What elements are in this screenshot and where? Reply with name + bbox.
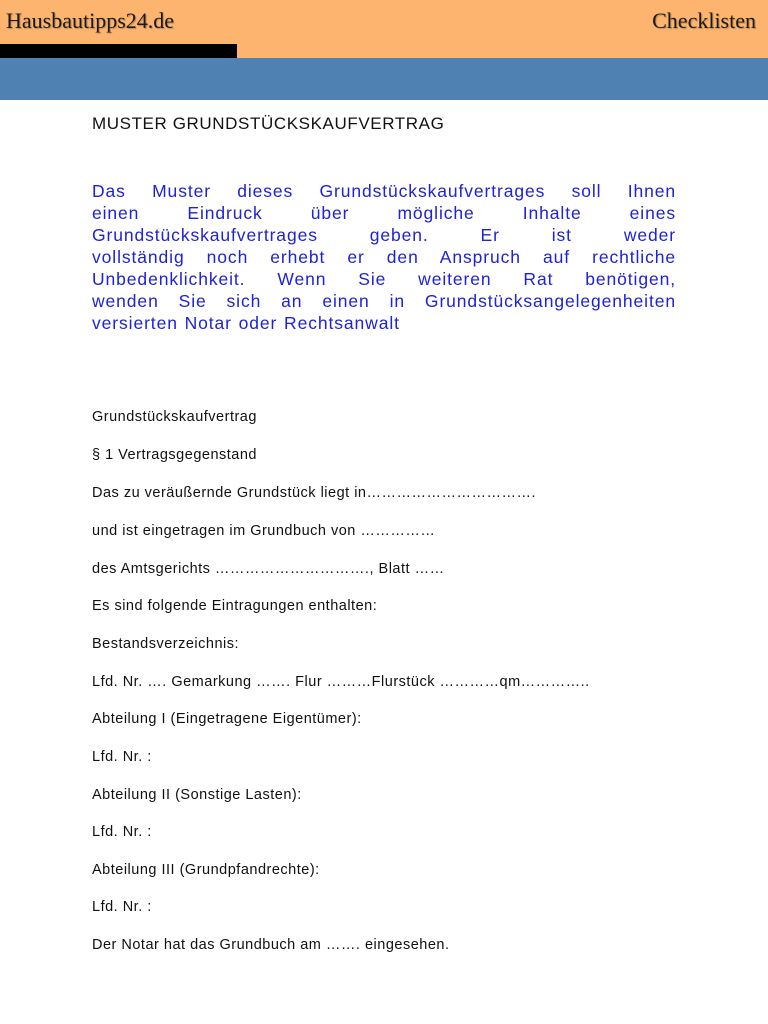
contract-text-line: Abteilung II (Sonstige Lasten): [92,787,302,803]
contract-text-line: Es sind folgende Eintragungen enthalten: [92,598,378,614]
contract-text-line: Lfd. Nr. : [92,824,152,840]
contract-text-line: Der Notar hat das Grundbuch am ……. eingesehen. [92,937,450,953]
contract-text-line: Lfd. Nr. : [92,749,152,765]
site-name: Hausbautipps24.de [6,8,175,33]
intro-line: versierten Notar oder Rechtsanwalt [92,313,400,333]
contract-text-line: Lfd. Nr. : [92,899,152,915]
header-divider [0,44,237,58]
contract-text-line: Abteilung I (Eingetragene Eigentümer): [92,711,362,727]
header-blue-bar [0,58,768,100]
contract-text-line: Bestandsverzeichnis: [92,636,240,652]
intro-line: Das Muster dieses Grundstückskaufvertrages soll Ihnen [92,181,676,201]
contract-text-line: Das zu veräußernde Grundstück liegt in……………………………. [92,485,537,501]
intro-line: wenden Sie sich an einen in Grundstücksangelegenheiten [92,291,676,311]
contract-heading: Grundstückskaufvertrag [92,409,257,425]
contract-text-line: und ist eingetragen im Grundbuch von …………… [92,523,436,539]
contract-text-line: Lfd. Nr. …. Gemarkung ……. Flur ………Flurstück …………qm………….. [92,674,590,690]
contract-text-line: Abteilung III (Grundpfandrechte): [92,862,320,878]
intro-line: vollständig noch erhebt er den Anspruch auf rechtliche [92,247,676,267]
contract-text-line: des Amtsgerichts …………………………., Blatt …… [92,561,445,577]
intro-paragraph [92,180,676,334]
section-heading: § 1 Vertragsgegenstand [92,447,257,463]
intro-line: Unbedenklichkeit. Wenn Sie weiteren Rat benötigen, [92,269,676,289]
intro-line: einen Eindruck über mögliche Inhalte eines [92,203,676,223]
section-label: Checklisten [652,8,756,33]
intro-line: Grundstückskaufvertrages geben. Er ist weder [92,225,676,245]
document-title: MUSTER GRUNDSTÜCKSKAUFVERTRAG [92,114,445,133]
